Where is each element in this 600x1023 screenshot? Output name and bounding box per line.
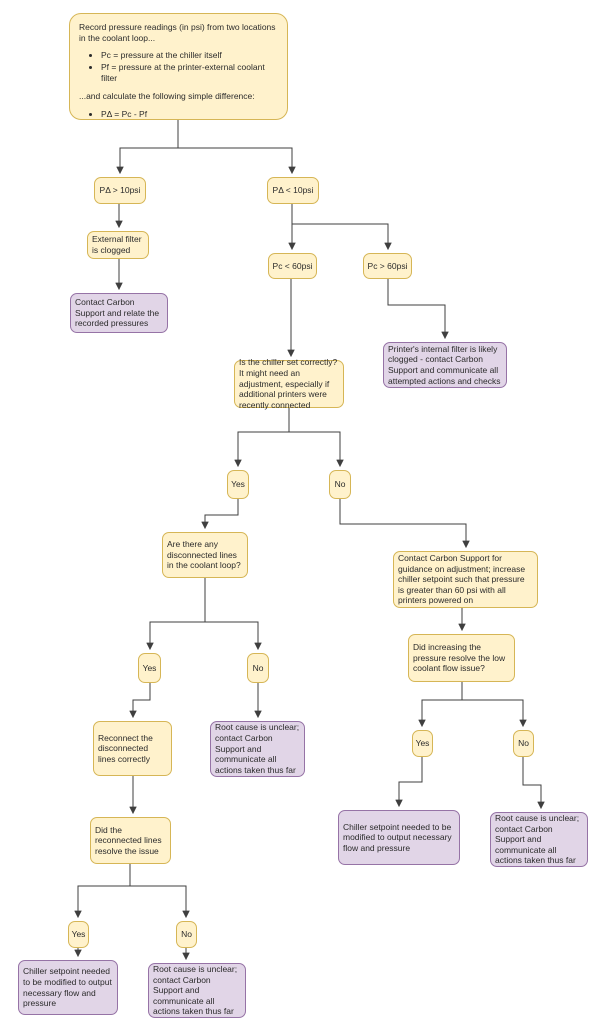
- connector: [205, 622, 258, 649]
- node-no-chiller-set: No: [329, 470, 351, 499]
- connector: [399, 757, 422, 806]
- node-chiller-setpoint-modified-bottom: Chiller setpoint needed to be modified to output necessary flow and pressure: [18, 960, 118, 1015]
- node-yes-chiller-set: Yes: [227, 470, 249, 499]
- start-middle: ...and calculate the following simple difference:: [79, 91, 255, 102]
- start-bullets-2: [79, 109, 278, 121]
- node-external-filter-clogged: External filter is clogged: [87, 231, 149, 259]
- node-yes-disconnected-lines: Yes: [138, 653, 161, 683]
- start-intro: Record pressure readings (in psi) from two locations in the coolant loop...: [79, 22, 276, 43]
- connector: [130, 886, 186, 917]
- connector: [120, 120, 178, 173]
- node-printer-internal-filter-clogged: Printer's internal filter is likely clogged - contact Carbon Support and communicate all attempted actions and checks: [383, 342, 507, 388]
- node-chiller-setpoint-modified-right: Chiller setpoint needed to be modified to output necessary flow and pressure: [338, 810, 460, 865]
- node-disconnected-lines-question: Are there any disconnected lines in the coolant loop?: [162, 532, 248, 578]
- connector: [292, 224, 388, 249]
- bullet-pf: • Pf = pressure at the printer-external coolant filter: [101, 62, 278, 83]
- node-no-lines-resolved: No: [176, 921, 197, 948]
- node-chiller-set-correctly: Is the chiller set correctly? It might need an adjustment, especially if additional printers were recently connected: [234, 360, 344, 408]
- connector: [150, 578, 205, 649]
- connector: [205, 499, 238, 528]
- node-no-disconnected-lines: No: [247, 653, 269, 683]
- connector: [340, 499, 466, 547]
- start-bullets-1: [79, 50, 278, 84]
- bullet-pc: • Pc = pressure at the chiller itself: [101, 50, 278, 61]
- node-pdelta-gt-10psi: PΔ > 10psi: [94, 177, 146, 204]
- connector: [178, 148, 292, 173]
- node-did-increasing-pressure: Did increasing the pressure resolve the low coolant flow issue?: [408, 634, 515, 682]
- connector: [462, 700, 523, 726]
- connector: [78, 864, 130, 917]
- node-pc-lt-60psi: Pc < 60psi: [268, 253, 317, 279]
- node-pc-gt-60psi: Pc > 60psi: [363, 253, 412, 279]
- connector: [523, 757, 541, 808]
- connector: [388, 279, 445, 338]
- node-yes-pressure-resolved: Yes: [412, 730, 433, 757]
- node-no-pressure-resolved: No: [513, 730, 534, 757]
- node-pdelta-lt-10psi: PΔ < 10psi: [267, 177, 319, 204]
- connector: [133, 683, 150, 717]
- node-root-cause-unclear-mid: Root cause is unclear; contact Carbon Support and communicate all actions taken thus far: [210, 721, 305, 777]
- bullet-pdelta: • PΔ = Pc - Pf: [101, 109, 278, 120]
- node-record-pressure: [69, 13, 288, 120]
- connector: [422, 682, 462, 726]
- node-contact-relate-pressures: Contact Carbon Support and relate the recorded pressures: [70, 293, 168, 333]
- node-yes-lines-resolved: Yes: [68, 921, 89, 948]
- node-root-cause-unclear-bottom: Root cause is unclear; contact Carbon Support and communicate all actions taken thus far: [148, 963, 246, 1018]
- node-contact-guidance-adjustment: Contact Carbon Support for guidance on adjustment; increase chiller setpoint such that pressure is greater than 60 psi with all printers powered on: [393, 551, 538, 608]
- node-did-reconnected-lines-resolve: Did the reconnected lines resolve the issue: [90, 817, 171, 864]
- node-reconnect-lines: Reconnect the disconnected lines correctly: [93, 721, 172, 776]
- node-root-cause-unclear-right: Root cause is unclear; contact Carbon Support and communicate all actions taken thus far: [490, 812, 588, 867]
- connector: [238, 408, 289, 466]
- connector: [289, 432, 340, 466]
